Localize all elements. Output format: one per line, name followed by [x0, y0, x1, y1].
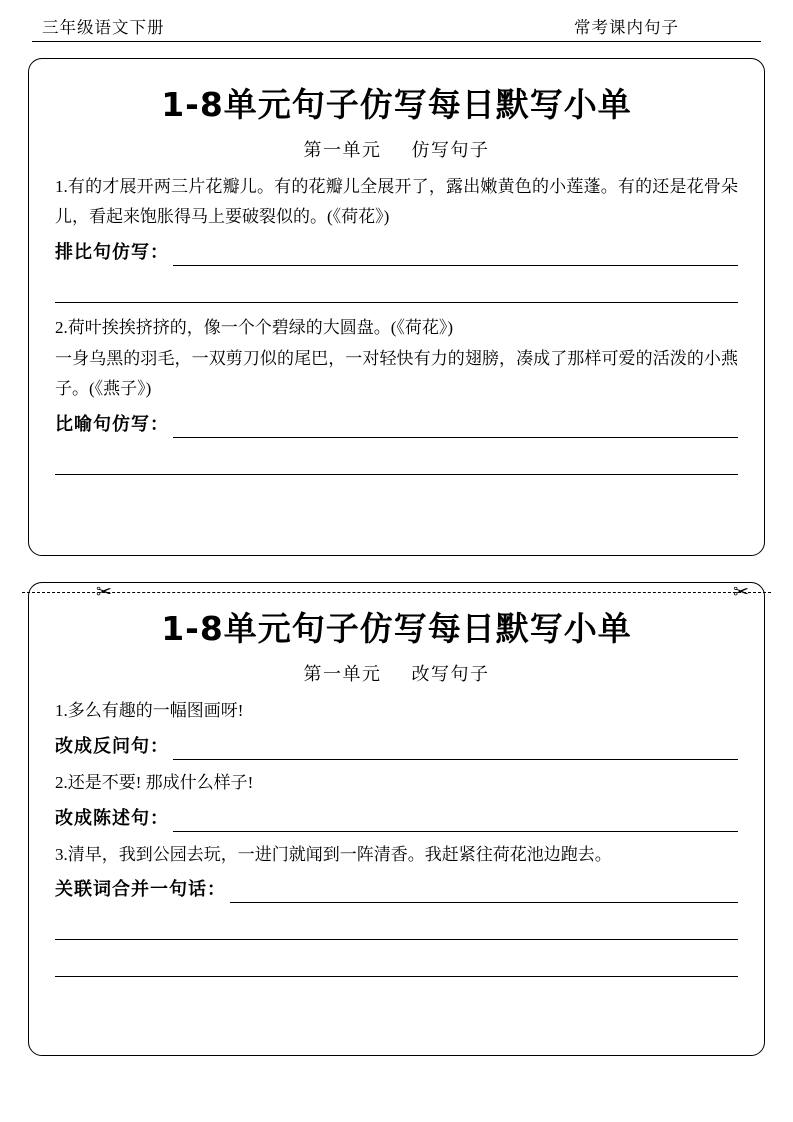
question-1-1: 1.有的才展开两三片花瓣儿。有的花瓣儿全展开了，露出嫩黄色的小莲蓬。有的还是花骨朵儿，看起来饱胀得马上要破裂似的。(《荷花》): [55, 177, 738, 226]
answer-line-2-3a[interactable]: [230, 880, 738, 903]
answer-line-1-1b[interactable]: [55, 274, 738, 303]
question-2-1: 1.多么有趣的一幅图画呀!: [55, 701, 244, 720]
answer-label-2-1: 改成反问句：: [55, 735, 169, 757]
page-header: [28, 0, 765, 44]
answer-row-1-2: [55, 410, 738, 438]
sheet-subtitle-2: [55, 660, 738, 686]
sheet-title-1: 1-8单元句子仿写每日默写小单: [161, 85, 632, 124]
sheet-subtitle-1: [55, 136, 738, 162]
worksheet-card-1: [28, 58, 765, 556]
answer-label-2-3: 关联词合并一句话：: [55, 879, 226, 901]
answer-line-2-2[interactable]: [173, 809, 738, 832]
answer-row-2-1: [55, 732, 738, 760]
scissors-icon-left: ✂: [96, 581, 112, 604]
answer-label-1-2: 比喻句仿写：: [55, 413, 169, 435]
answer-row-1-1: [55, 238, 738, 266]
question-1-2b: 一身乌黑的羽毛，一双剪刀似的尾巴，一对轻快有力的翅膀，凑成了那样可爱的活泼的小燕子。(《燕子》): [55, 349, 738, 398]
answer-row-2-2: [55, 804, 738, 832]
scissors-icon-right: ✂: [733, 581, 749, 604]
sheet-type-1: 仿写句子: [411, 140, 490, 160]
answer-line-1-2a[interactable]: [173, 415, 738, 438]
header-subject: 三年级语文下册: [42, 18, 165, 37]
question-1-2: 2.荷叶挨挨挤挤的，像一个个碧绿的大圆盘。(《荷花》): [55, 317, 454, 337]
header-row: [28, 14, 765, 41]
answer-line-2-3c[interactable]: [55, 950, 738, 977]
question-2-2: 2.还是不要! 那成什么样子!: [55, 772, 254, 792]
question-2-3: 3.清早，我到公园去玩，一进门就闻到一阵清香。我赶紧往荷花池边跑去。: [55, 844, 612, 864]
sheet-title-2: 1-8单元句子仿写每日默写小单: [161, 609, 632, 648]
sheet-unit-2: 第一单元: [303, 664, 382, 684]
answer-label-1-1: 排比句仿写：: [55, 241, 169, 263]
header-divider: [32, 41, 761, 42]
answer-line-1-1a[interactable]: [173, 243, 738, 266]
worksheet-card-2: [28, 582, 765, 1056]
answer-line-2-3b[interactable]: [55, 913, 738, 940]
sheet-type-2: 改写句子: [411, 664, 490, 684]
answer-label-2-2: 改成陈述句：: [55, 807, 169, 829]
header-category: 常考课内句子: [574, 18, 679, 37]
answer-row-2-3: [55, 875, 738, 903]
sheet-unit-1: 第一单元: [303, 140, 382, 160]
answer-line-1-2b[interactable]: [55, 446, 738, 475]
answer-line-2-1[interactable]: [173, 737, 738, 760]
